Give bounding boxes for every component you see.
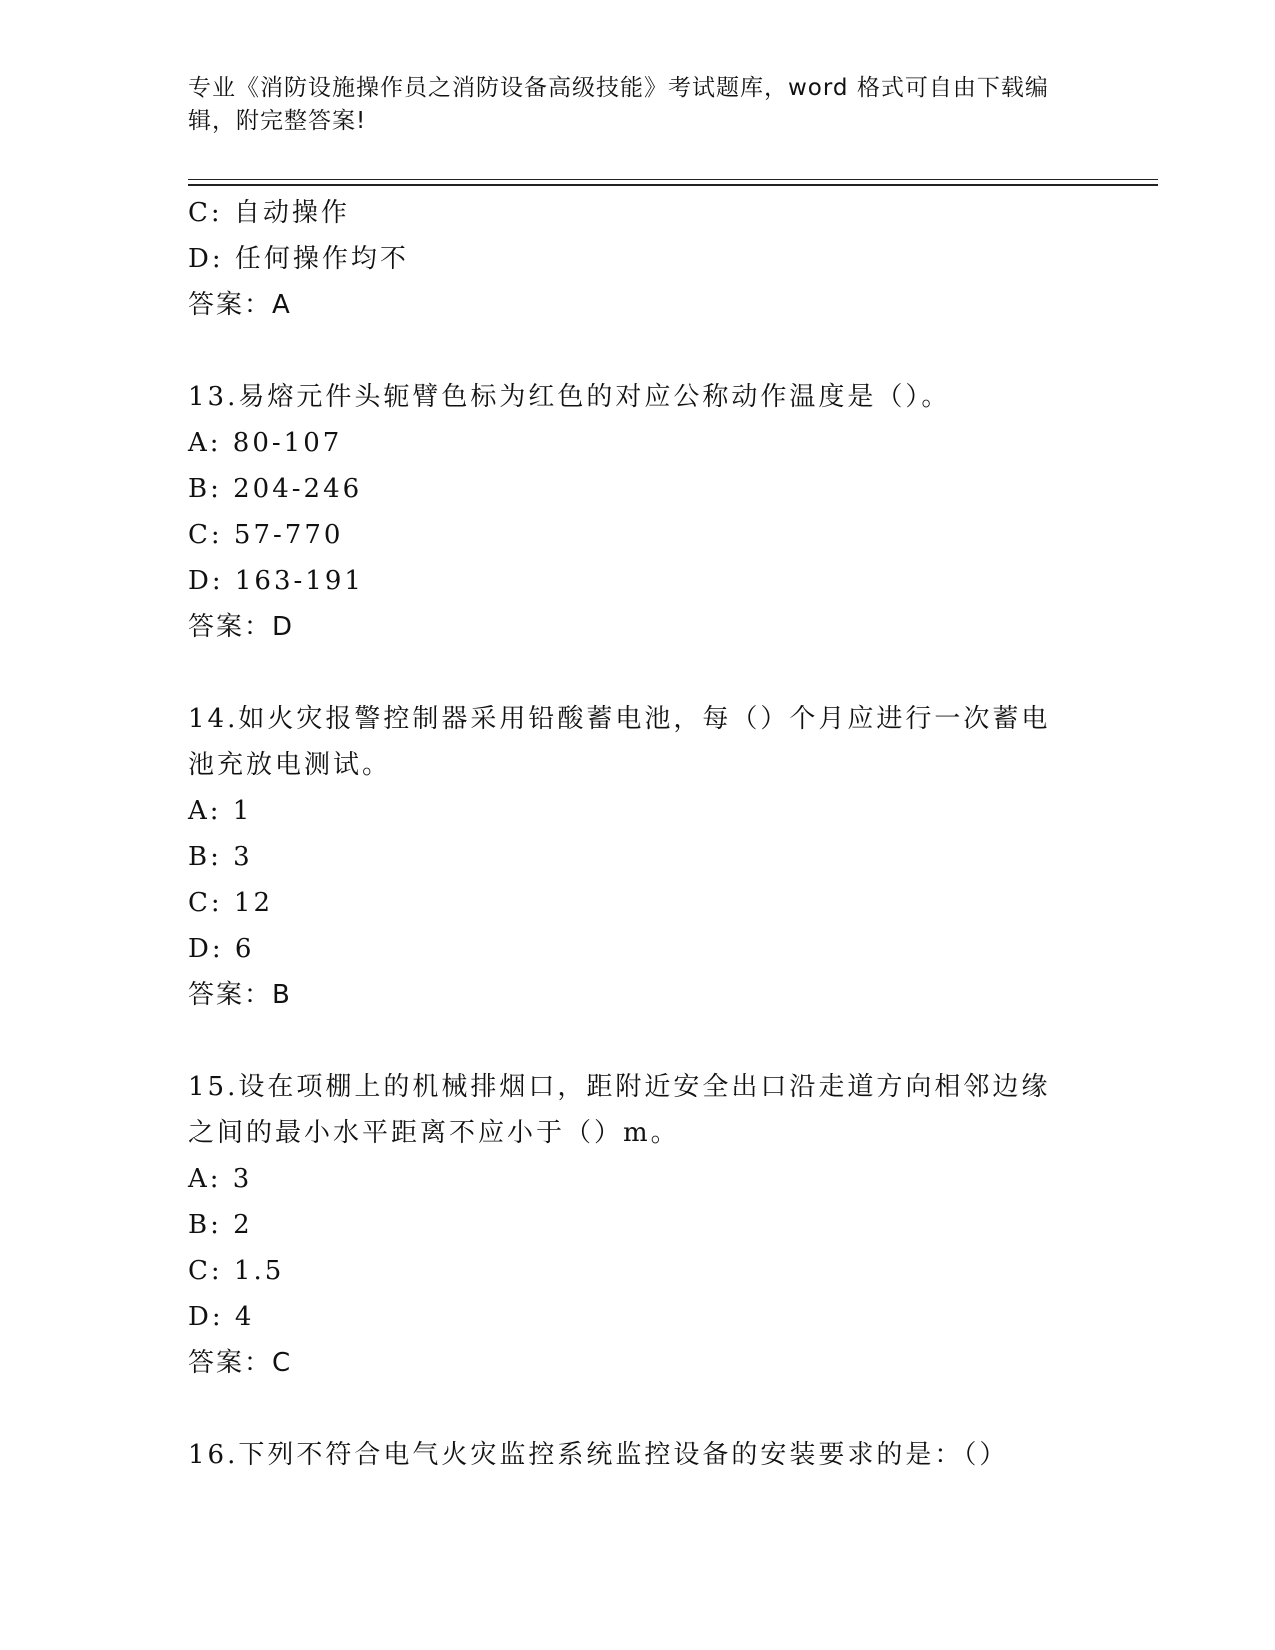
question-14 xyxy=(188,696,1088,1018)
option-c: C: 1.5 xyxy=(188,1256,285,1286)
option-b: B: 2 xyxy=(188,1210,253,1240)
option-c: C: 自动操作 xyxy=(188,198,350,228)
previous-question-tail xyxy=(188,190,1088,328)
header-divider xyxy=(188,179,1158,180)
option-b: B: 3 xyxy=(188,842,253,872)
option-d: D: 6 xyxy=(188,934,255,964)
option-d: D: 163-191 xyxy=(188,566,364,596)
header-line-1: 专业《消防设施操作员之消防设备高级技能》考试题库，word 格式可自由下载编 xyxy=(188,75,1049,101)
question-16 xyxy=(188,1432,1088,1478)
answer: 答案：A xyxy=(188,290,292,320)
option-b: B: 204-246 xyxy=(188,474,363,504)
question-15 xyxy=(188,1064,1088,1386)
option-d: D: 4 xyxy=(188,1302,255,1332)
header-line-2: 辑，附完整答案! xyxy=(188,108,367,134)
question-stem: 14.如火灾报警控制器采用铅酸蓄电池，每（）个月应进行一次蓄电池充放电测试。 xyxy=(188,704,1051,780)
answer: 答案：D xyxy=(188,612,295,642)
option-c: C: 12 xyxy=(188,888,274,918)
question-list xyxy=(188,190,1088,1478)
option-a: A: 1 xyxy=(188,796,253,826)
question-stem: 15.设在项棚上的机械排烟口，距附近安全出口沿走道方向相邻边缘之间的最小水平距离不应小于（）m。 xyxy=(188,1072,1051,1148)
option-c: C: 57-770 xyxy=(188,520,344,550)
option-a: A: 3 xyxy=(188,1164,253,1194)
document-header xyxy=(188,72,1088,138)
option-a: A: 80-107 xyxy=(188,428,343,458)
question-stem: 16.下列不符合电气火灾监控系统监控设备的安装要求的是：（） xyxy=(188,1440,1009,1470)
header-divider-thick xyxy=(188,184,1158,186)
answer: 答案：C xyxy=(188,1348,293,1378)
option-d: D: 任何操作均不 xyxy=(188,244,409,274)
question-13 xyxy=(188,374,1088,650)
answer: 答案：B xyxy=(188,980,292,1010)
question-stem: 13.易熔元件头轭臂色标为红色的对应公称动作温度是（）。 xyxy=(188,382,951,412)
